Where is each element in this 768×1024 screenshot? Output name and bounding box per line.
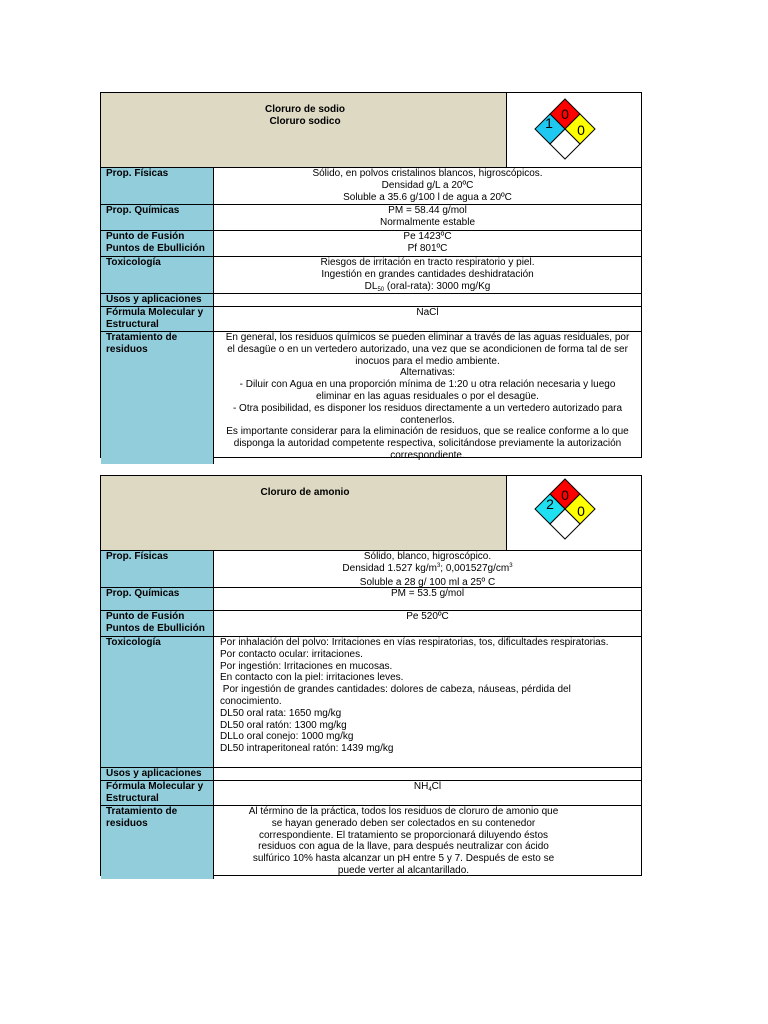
value-line: DLLo oral conejo: 1000 mg/kg bbox=[220, 731, 354, 743]
row-usos bbox=[101, 294, 641, 307]
value-line: Alternativas: bbox=[399, 367, 456, 379]
row-tratamiento bbox=[101, 806, 641, 879]
row-prop-quimicas bbox=[101, 588, 641, 611]
formula-sub: 4 bbox=[428, 787, 432, 793]
value-line: Es importante considerar para la eliminación de residuos, que se realice conforme a lo que bbox=[226, 426, 629, 438]
nfpa-health-value: 2 bbox=[546, 496, 554, 512]
row-value bbox=[214, 294, 641, 306]
value-line: DL50 intraperitoneal ratón: 1439 mg/kg bbox=[220, 743, 394, 755]
nfpa-diamond-icon bbox=[507, 93, 641, 167]
dl-rest: (oral-rata): 3000 mg/Kg bbox=[384, 280, 491, 292]
row-label: Tratamiento de residuos bbox=[101, 806, 214, 879]
formula-pre: NH bbox=[413, 781, 429, 792]
density-sup: 3 bbox=[509, 562, 513, 569]
row-label bbox=[101, 231, 214, 256]
value-line: En general, los residuos químicos se pueden eliminar a través de las aguas residuales, por bbox=[225, 332, 630, 343]
sheet-titles bbox=[101, 487, 509, 499]
label-line: Puntos de Ebullición bbox=[106, 622, 205, 634]
formula-value bbox=[218, 781, 637, 795]
value-line: En contacto con la piel: irritaciones leves. bbox=[220, 672, 404, 684]
value-line: Normalmente estable bbox=[379, 216, 476, 228]
value-line: - Otra posibilidad, es disponer los residuos directamente a un vertedero autorizado para bbox=[232, 402, 623, 414]
value-line: conocimiento. bbox=[220, 695, 282, 707]
value-line: Al término de la práctica, todos los residuos de cloruro de amonio que bbox=[248, 806, 559, 817]
row-value bbox=[214, 611, 641, 636]
row-tratamiento bbox=[101, 332, 641, 464]
density-b: ; 0,001527g/cm bbox=[440, 562, 510, 574]
formula-post: Cl bbox=[431, 781, 442, 792]
value-line bbox=[218, 563, 637, 577]
density-a: Densidad 1.527 kg/m bbox=[342, 562, 437, 574]
row-value bbox=[214, 332, 641, 464]
value-line: Pe 520ºC bbox=[406, 611, 449, 622]
row-label: Tratamiento de residuos bbox=[101, 332, 214, 464]
value-line: correspondiente. El tratamiento se proporcionará diluyendo éstos bbox=[258, 829, 549, 841]
value-line: Riesgos de irritación en tracto respiratorio y piel. bbox=[320, 257, 535, 268]
row-prop-fisicas bbox=[101, 168, 641, 205]
row-value bbox=[214, 168, 641, 204]
nfpa-diamond-icon bbox=[507, 476, 641, 550]
label-line: Punto de Fusión bbox=[106, 231, 185, 242]
value-line: residuos con agua de la llave, para después neutralizar con ácido bbox=[258, 841, 549, 853]
row-label: Prop. Químicas bbox=[101, 205, 214, 230]
label-line: Puntos de Ebullición bbox=[106, 242, 205, 254]
value-line: PM = 53.5 g/mol bbox=[390, 588, 465, 599]
value-line: Sólido, blanco, higroscópico. bbox=[363, 551, 492, 562]
row-value bbox=[214, 637, 641, 767]
row-value bbox=[214, 307, 641, 331]
row-value bbox=[214, 781, 641, 805]
value-line: - Diluir con Agua en una proporción mínima de 1:20 u otra relación necesaria y luego bbox=[239, 379, 616, 391]
row-label: Prop. Químicas bbox=[101, 588, 214, 610]
row-label: Usos y aplicaciones bbox=[101, 768, 214, 780]
row-label: Toxicología bbox=[101, 257, 214, 293]
row-value bbox=[214, 768, 641, 780]
nfpa-flammability-value: 0 bbox=[561, 487, 569, 503]
compound-alt-name: Cloruro sodico bbox=[269, 116, 341, 127]
value-line: PM = 58.44 g/mol bbox=[388, 205, 467, 216]
value-line: contenerlos. bbox=[400, 414, 455, 426]
row-formula bbox=[101, 781, 641, 806]
compound-name: Cloruro de sodio bbox=[265, 104, 345, 115]
nfpa-reactivity-value: 0 bbox=[577, 122, 585, 138]
sheet-header bbox=[101, 93, 641, 168]
value-line bbox=[218, 281, 637, 295]
row-prop-fisicas bbox=[101, 551, 641, 588]
row-prop-quimicas bbox=[101, 205, 641, 231]
sheet-titles bbox=[101, 104, 509, 128]
row-value bbox=[214, 257, 641, 293]
value-line: Por contacto ocular: irritaciones. bbox=[220, 648, 363, 660]
row-value bbox=[214, 806, 641, 879]
sheet-header bbox=[101, 476, 641, 551]
value-line: Densidad g/L a 20ºC bbox=[381, 179, 474, 191]
row-value bbox=[214, 205, 641, 230]
value-line: eliminar en las aguas residuales o por el desagüe. bbox=[316, 390, 539, 402]
compound-name: Cloruro de amonio bbox=[260, 487, 350, 498]
value-line: disponga la autoridad competente respectiva, solicitándose previamente la autorización bbox=[233, 438, 622, 450]
dl-subscript: 50 bbox=[377, 286, 385, 293]
row-formula bbox=[101, 307, 641, 332]
safety-sheet-sodium-chloride bbox=[100, 92, 642, 461]
value-line: Sólido, en polvos cristalinos blancos, higroscópicos. bbox=[312, 168, 543, 179]
value-line: Pe 1423ºC bbox=[403, 231, 452, 242]
row-label: Fórmula Molecular y Estructural bbox=[101, 307, 214, 331]
value-line: correspondiente. bbox=[390, 449, 465, 461]
row-label: Prop. Físicas bbox=[101, 551, 214, 587]
dl-prefix: DL bbox=[364, 280, 378, 292]
row-punto-fusion bbox=[101, 231, 641, 257]
label-line: Punto de Fusión bbox=[106, 611, 185, 622]
value-line: DL50 oral ratón: 1300 mg/kg bbox=[220, 719, 347, 731]
value-line: inocuos para el medio ambiente. bbox=[355, 355, 500, 367]
row-label: Toxicología bbox=[101, 637, 214, 767]
row-value bbox=[214, 231, 641, 256]
value-line: Soluble a 35.6 g/100 l de agua a 20ºC bbox=[343, 191, 512, 203]
row-toxicologia bbox=[101, 637, 641, 768]
formula-value: NaCl bbox=[416, 307, 439, 318]
nfpa-panel bbox=[506, 93, 641, 167]
nfpa-flammability-value: 0 bbox=[561, 106, 569, 122]
row-label: Prop. Físicas bbox=[101, 168, 214, 204]
value-line: Soluble a 28 g/ 100 ml a 25º C bbox=[359, 576, 496, 588]
value-line: sulfúrico 10% hasta alcanzar un pH entre 5 y 7. Después de esto se bbox=[252, 853, 555, 865]
value-line: Por ingestión de grandes cantidades: dolores de cabeza, náuseas, pérdida del bbox=[220, 684, 571, 696]
value-line: Ingestión en grandes cantidades deshidratación bbox=[321, 268, 534, 280]
row-value bbox=[214, 588, 641, 610]
value-line: Por inhalación del polvo: Irritaciones en vías respiratorias, tos, dificultades respiratorias. bbox=[220, 637, 609, 648]
row-usos bbox=[101, 768, 641, 781]
nfpa-reactivity-value: 0 bbox=[577, 503, 585, 519]
row-label: Fórmula Molecular y Estructural bbox=[101, 781, 214, 805]
value-line: Pf 801ºC bbox=[407, 242, 448, 254]
nfpa-health-value: 1 bbox=[545, 115, 553, 131]
safety-sheet-ammonium-chloride bbox=[100, 475, 642, 876]
row-punto-fusion bbox=[101, 611, 641, 637]
value-line: DL50 oral rata: 1650 mg/kg bbox=[220, 707, 342, 719]
row-value bbox=[214, 551, 641, 587]
value-line: Por ingestión: Irritaciones en mucosas. bbox=[220, 660, 393, 672]
value-line: se hayan generado deben ser colectados en su contenedor bbox=[271, 817, 536, 829]
nfpa-panel bbox=[506, 476, 641, 550]
density-sup: 3 bbox=[436, 562, 441, 569]
value-line: el desagüe o en un vertedero autorizado, una vez que se acondicionen de forma tal de ser bbox=[227, 343, 628, 355]
row-label: Usos y aplicaciones bbox=[101, 294, 214, 306]
row-label bbox=[101, 611, 214, 636]
row-toxicologia bbox=[101, 257, 641, 294]
value-line: puede verter al alcantarillado. bbox=[337, 864, 470, 876]
